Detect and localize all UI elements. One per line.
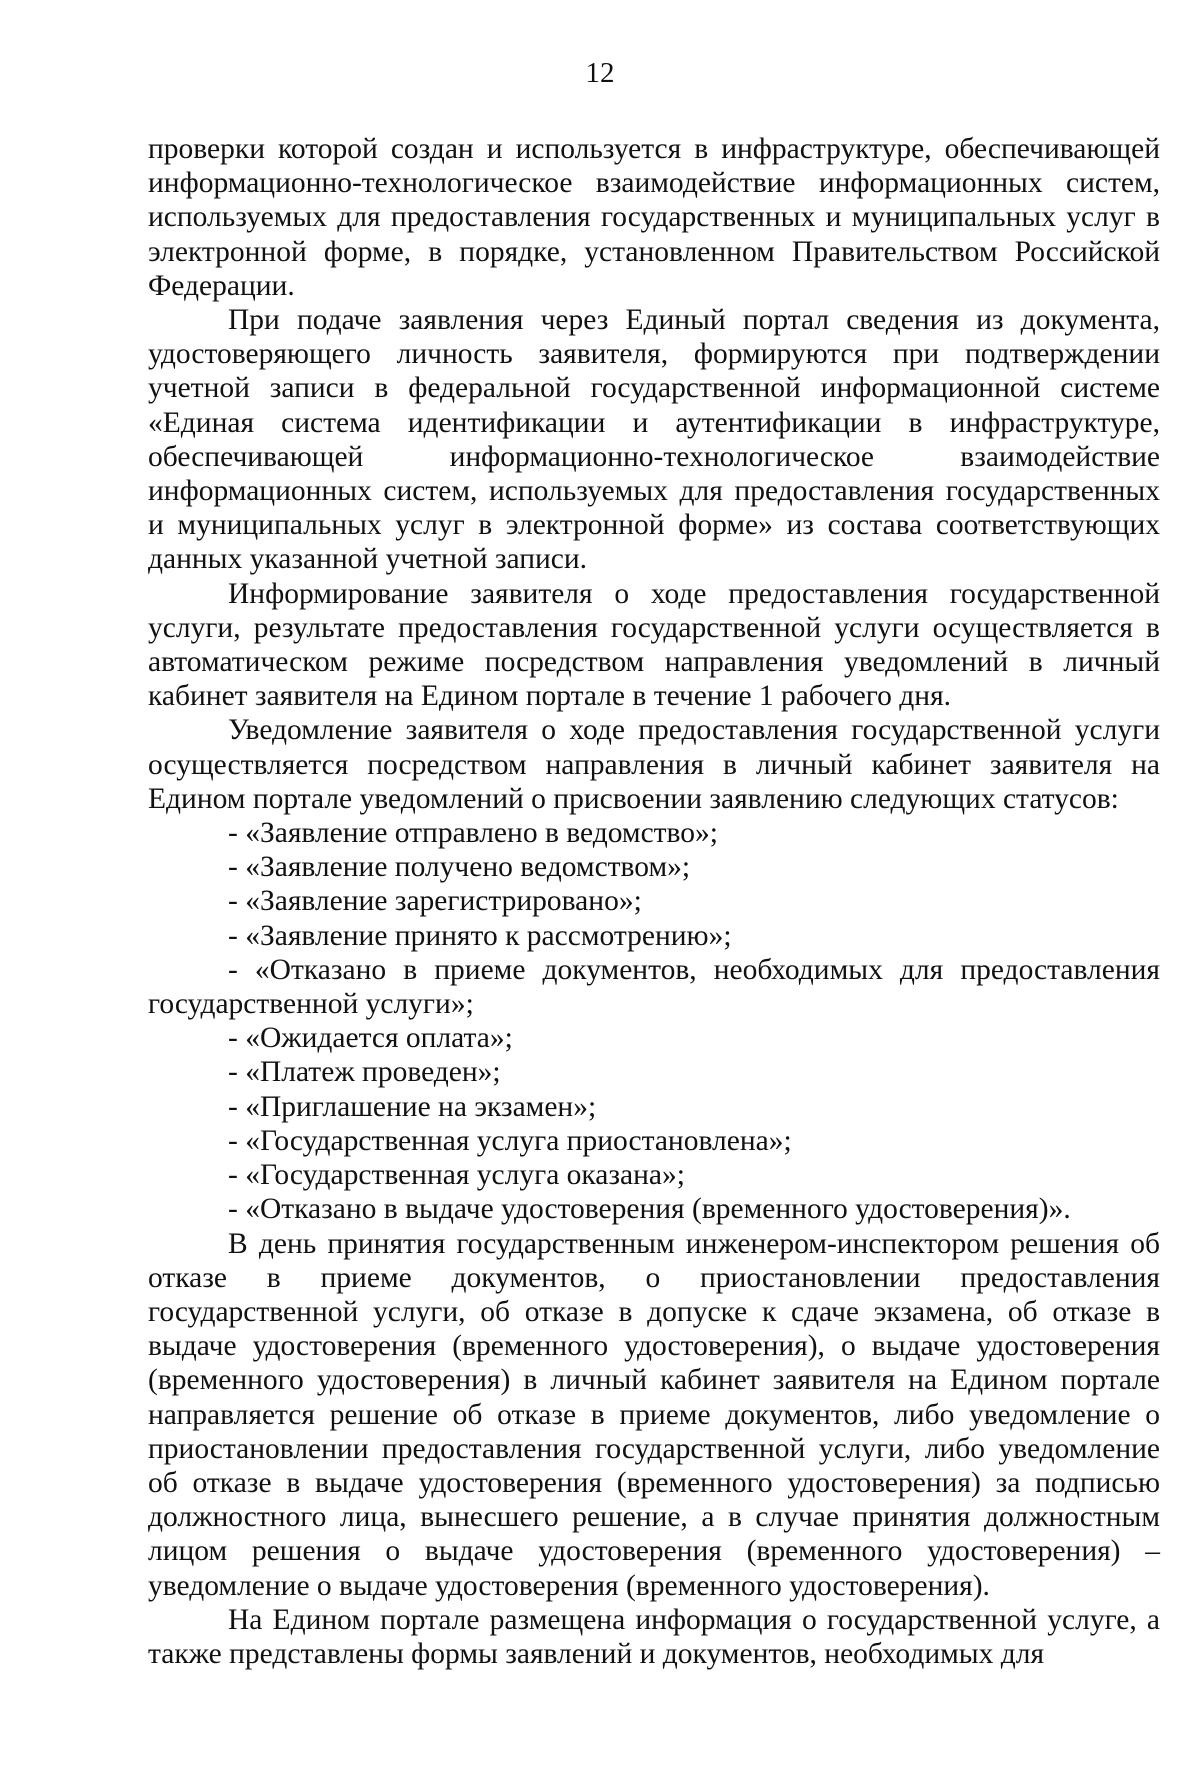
status-list-item: - «Заявление принято к рассмотрению»; [228,919,732,952]
status-list-item: - «Отказано в приеме документов, необходимых для предоставления государственной услуги»; [148,953,1160,1021]
status-list-item: - «Государственная услуга приостановлена»; [228,1124,792,1157]
status-list-item: - «Заявление зарегистрировано»; [228,885,642,918]
status-list-item: - «Заявление получено ведомством»; [228,851,691,884]
status-list-item: - «Ожидается оплата»; [228,1022,513,1055]
status-list-item: - «Платеж проведен»; [228,1056,501,1089]
status-list-item: - «Приглашение на экзамен»; [228,1090,597,1123]
paragraph-continuation: проверки которой создан и используется в инфраструктуре, обеспечивающей информационно-технологическое взаимодействие информационных систем, используемых для предоставления государственных и муниципальных услуг в электронной форме, в порядке, установленном Правительством Российской Федерации. [148,133,1160,302]
page-number: 12 [585,57,615,89]
paragraph-informing: Информирование заявителя о ходе предоставления государственной услуги, результате предоставления государственной услуги осуществляется в автоматическом режиме посредством направления уведомлений в личный кабинет заявителя на Едином портале в течение 1 рабочего дня. [148,577,1160,713]
status-list-item: - «Заявление отправлено в ведомство»; [228,817,718,850]
paragraph-identity-data: При подаче заявления через Единый портал сведения из документа, удостоверяющего личность заявителя, формируются при подтверждении учетной записи в федеральной государственной информационной системе «Единая система идентификации и аутентификации в инфраструктуре, обеспечивающей информационно-технологическое взаимодействие информационных систем, используемых для предоставления государственных и муниципальных услуг в электронной форме» из состава соответствующих данных указанной учетной записи. [148,304,1160,576]
paragraph-portal-information: На Едином портале размещена информация о государственной услуге, а также представлены формы заявлений и документов, необходимых для [148,1603,1160,1670]
paragraph-notification-statuses: Уведомление заявителя о ходе предоставления государственной услуги осуществляется посредством направления в личный кабинет заявителя на Едином портале уведомлений о присвоении заявлению следующих статусов: [148,714,1160,815]
paragraph-decision-notification: В день принятия государственным инженером-инспектором решения об отказе в приеме документов, о приостановлении предоставления государственной услуги, об отказе в допуске к сдаче экзамена, об отказе в выдаче удостоверения (временного удостоверения), о выдаче удостоверения (временного удостоверения) в личный кабинет заявителя на Едином портале направляется решение об отказе в приеме документов, либо уведомление о приостановлении предоставления государственной услуги, либо уведомление об отказе в выдаче удостоверения (временного удостоверения) за подписью должностного лица, вынесшего решение, а в случае принятия должностным лицом решения о выдаче удостоверения (временного удостоверения) – уведомление о выдаче удостоверения (временного удостоверения). [148,1227,1160,1602]
status-list-item: - «Государственная услуга оказана»; [228,1159,685,1192]
status-list [148,816,1160,1226]
document-body [148,132,1160,1671]
status-list-item: - «Отказано в выдаче удостоверения (временного удостоверения)». [228,1193,1071,1226]
